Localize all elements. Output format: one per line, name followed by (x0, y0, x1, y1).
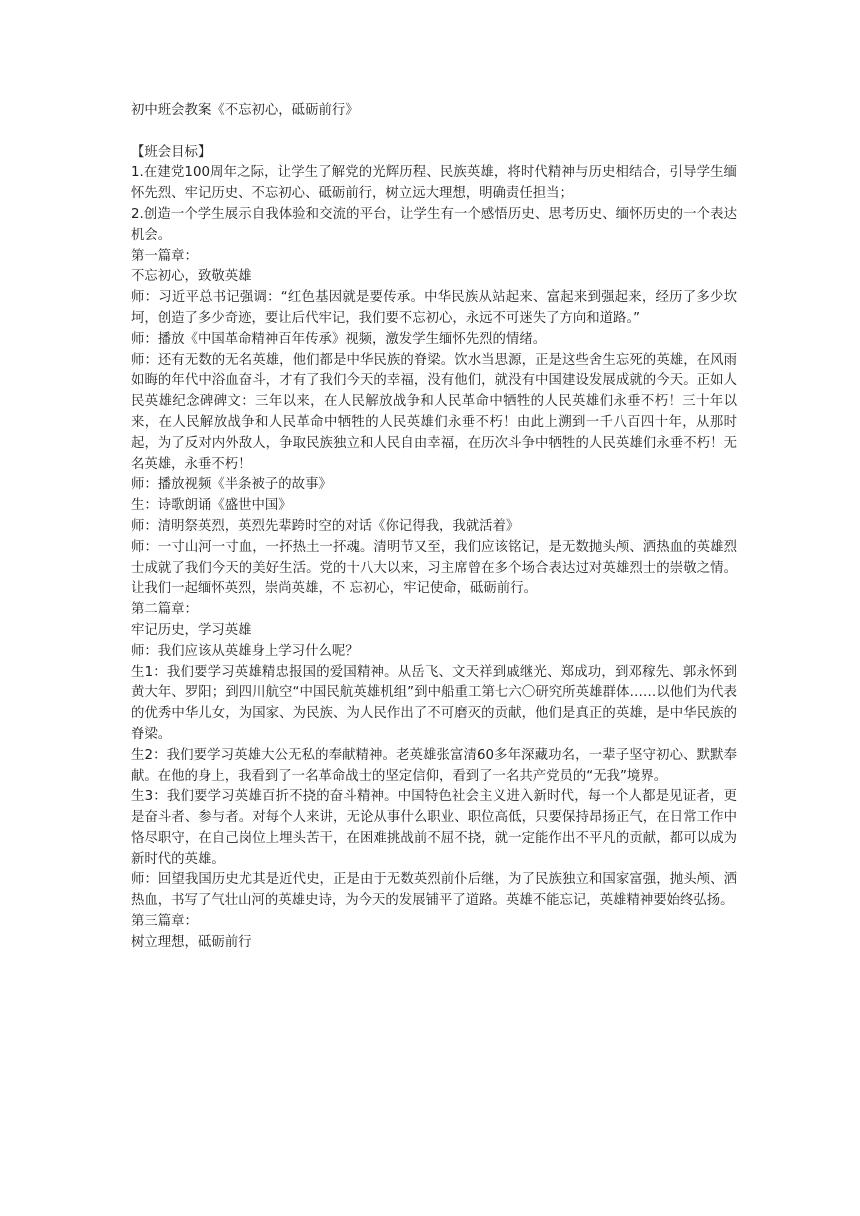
paragraph: 生：诗歌朗诵《盛世中国》 (131, 498, 292, 514)
objectives-heading: 【班会目标】 (131, 144, 212, 160)
paragraph: 师：播放《中国革命精神百年传承》视频，激发学生缅怀先烈的情绪。 (131, 331, 547, 347)
chapter-2-subtitle: 牢记历史，学习英雄 (131, 622, 252, 638)
paragraph: 师：清明祭英烈，英烈先辈跨时空的对话《你记得我，我就活着》 (131, 518, 520, 534)
paragraph: 生1：我们要学习英雄精忠报国的爱国精神。从岳飞、文天祥到戚继光、郑成功，到邓稼先、郭永怀到黄大年、罗阳；到四川航空“中国民航英雄机组”到中船重工第七六〇研究所英雄群体……以他们为代表的优秀中华儿女，为国家、为民族、为人民作出了不可磨灭的贡献，他们是真正的英雄，是中华民族的脊梁。 (131, 664, 737, 742)
paragraph: 师：习近平总书记强调：“红色基因就是要传承。中华民族从站起来、富起来到强起来，经历了多少坎坷，创造了多少奇迹，要让后代牢记，我们要不忘初心，永远不可迷失了方向和道路。” (131, 290, 737, 326)
document-title: 初中班会教案《不忘初心，砥砺前行》 (131, 103, 359, 118)
paragraph: 师：播放视频《半条被子的故事》 (131, 477, 332, 493)
paragraph: 生2：我们要学习英雄大公无私的奉献精神。老英雄张富清60多年深藏功名，一辈子坚守初心、默默奉献。在他的身上，我看到了一名革命战士的坚定信仰，看到了一名共产党员的“无我”境界。 (131, 747, 737, 784)
paragraph: 师：回望我国历史尤其是近代史，正是由于无数英烈前仆后继，为了民族独立和国家富强，抛头颅、洒热血，书写了气壮山河的英雄史诗，为今天的发展铺平了道路。英雄不能忘记，英雄精神要始终弘扬。 (131, 872, 737, 909)
objective-item-2: 2.创造一个学生展示自我体验和交流的平台，让学生有一个感悟历史、思考历史、缅怀历史的一个表达机会。 (131, 206, 737, 243)
blank-line (131, 122, 737, 143)
chapter-3-heading: 第三篇章： (131, 914, 198, 930)
chapter-1-subtitle: 不忘初心，致敬英雄 (131, 269, 252, 285)
objective-item-1: 1.在建党100周年之际，让学生了解党的光辉历程、民族英雄，将时代精神与历史相结合，引导学生缅怀先烈、牢记历史、不忘初心、砥砺前行，树立远大理想，明确责任担当； (131, 165, 737, 202)
chapter-3-subtitle: 树立理想，砥砺前行 (131, 934, 252, 950)
chapter-1-heading: 第一篇章： (131, 248, 198, 264)
paragraph: 师：我们应该从英雄身上学习什么呢？ (131, 643, 359, 659)
paragraph: 生3：我们要学习英雄百折不挠的奋斗精神。中国特色社会主义进入新时代，每一个人都是见证者，更是奋斗者、参与者。对每个人来讲，无论从事什么职业、职位高低，只要保持昂扬正气，在日常工作中恪尽职守，在自己岗位上埋头苦干，在困难挑战前不屈不挠，就一定能作出不平凡的贡献，都可以成为新时代的英雄。 (131, 789, 737, 867)
chapter-2-heading: 第二篇章： (131, 602, 198, 618)
paragraph: 师：一寸山河一寸血，一抔热土一抔魂。清明节又至，我们应该铭记，是无数抛头颅、洒热血的英雄烈士成就了我们今天的美好生活。党的十八大以来，习主席曾在多个场合表达过对英雄烈士的崇敬之情。让我们一起缅怀英烈，崇尚英雄，不 忘初心，牢记使命，砥砺前行。 (131, 539, 737, 597)
paragraph: 师：还有无数的无名英雄，他们都是中华民族的脊梁。饮水当思源，正是这些舍生忘死的英雄，在风雨如晦的年代中浴血奋斗，才有了我们今天的幸福，没有他们，就没有中国建设发展成就的今天。正如人民英雄纪念碑碑文：三年以来，在人民解放战争和人民革命中牺牲的人民英雄们永垂不朽！三十年以来，在人民解放战争和人民革命中牺牲的人民英雄们永垂不朽！由此上溯到一千八百四十年，从那时起，为了反对内外敌人，争取民族独立和人民自由幸福，在历次斗争中牺牲的人民英雄们永垂不朽！无名英雄，永垂不朽！ (131, 352, 737, 472)
document-body (131, 101, 737, 954)
